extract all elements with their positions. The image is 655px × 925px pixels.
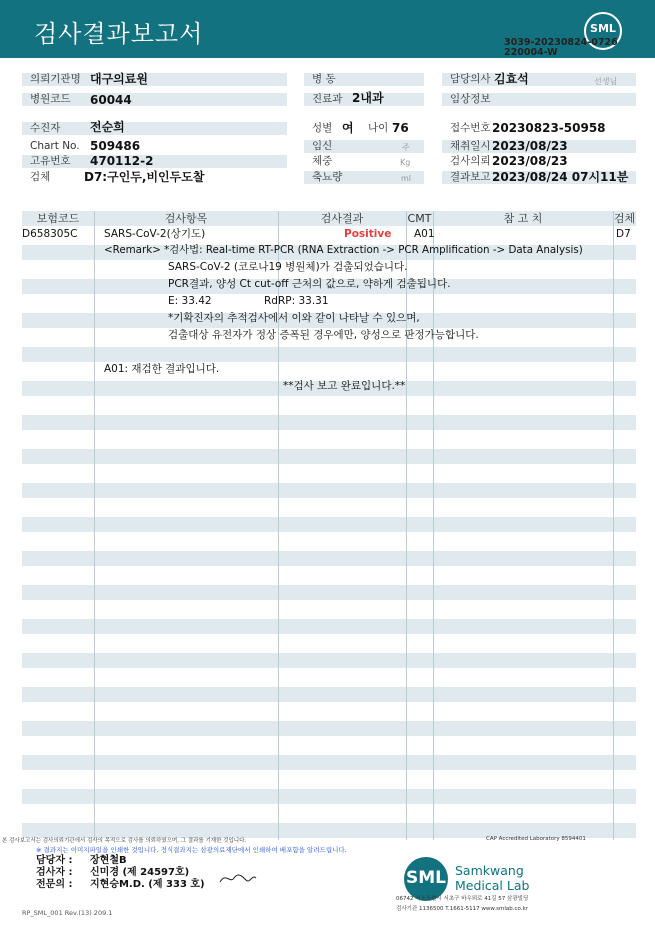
age-label: 나이 [368, 122, 389, 134]
remark-line: SARS-CoV-2 (코로나19 병원체)가 검출되었습니다. [168, 261, 408, 273]
collect-label: 채취일시 [442, 140, 636, 153]
receipt-value: 20230823-50958 [492, 121, 606, 135]
header-reference: 참 고 치 [503, 212, 543, 225]
table-stripe-row [22, 653, 636, 668]
row-cmt: A01 [414, 228, 435, 240]
header-test-item: 검사항목 [164, 212, 208, 225]
table-stripe-row [22, 517, 636, 532]
report-complete-note: **검사 보고 완료입니다.** [283, 380, 406, 392]
signature-icon [218, 870, 258, 886]
examinee-value: 전순희 [90, 120, 125, 134]
header-specimen: 검체 [613, 212, 636, 225]
report-number: 3039-20230824-0726 220004-W [504, 37, 618, 58]
report-title: 검사결과보고서 [34, 20, 204, 48]
header-cmt: CMT [407, 212, 432, 225]
specimen-value: D7:구인두,비인두도찰 [84, 170, 205, 184]
report-time-value: 2023/08/24 07시11분 [492, 170, 629, 184]
column-divider [94, 211, 95, 840]
remark-method: <Remark> *검사법: Real-time RT-PCR (RNA Extraction -> PCR Amplification -> Data Analysis) [104, 244, 583, 256]
urine-label: 축뇨량 [304, 171, 424, 184]
table-stripe-row [22, 619, 636, 634]
row-insurance-code: D658305C [22, 228, 78, 240]
request-value: 2023/08/23 [492, 154, 568, 168]
pregnancy-unit: 주 [402, 143, 410, 152]
weight-unit: Kg [400, 158, 411, 167]
row-result-positive: Positive [344, 228, 392, 240]
column-divider [433, 211, 434, 840]
sml-brand-logo-text: SML [406, 868, 446, 888]
table-stripe-row [22, 687, 636, 702]
column-divider [406, 211, 407, 840]
table-stripe-row [22, 755, 636, 770]
table-stripe-row [22, 347, 636, 362]
doctor-suffix: 선생님 [594, 77, 618, 86]
doctor-label: 담당의사 [442, 73, 636, 86]
specialist-value: 지현승M.D. (제 333 호) [90, 879, 205, 890]
urine-unit: ml [401, 174, 412, 183]
sex-value: 여 [342, 121, 354, 135]
org-value: 대구의료원 [90, 72, 148, 86]
table-stripe-row [22, 721, 636, 736]
table-stripe-row [22, 415, 636, 430]
id-value: 470112-2 [90, 154, 154, 168]
doctor-value: 김효석 [494, 72, 529, 86]
pregnancy-label: 임신 [304, 140, 424, 153]
id-label: 고유번호 [22, 155, 287, 168]
receipt-label: 접수번호 [450, 122, 491, 134]
lab-address: 06742 서울특별시 서초구 바우뫼로 41길 57 삼광빌딩 [396, 896, 529, 902]
approver-label: 담당자 : [36, 855, 73, 866]
org-label: 의뢰기관명 [22, 73, 287, 86]
remark-line: PCR결과, 양성 Ct cut-off 근처의 값으로, 약하게 검출됩니다. [168, 278, 451, 290]
weight-label: 체중 [312, 155, 333, 167]
footnote-image-notice: ※ 결과지는 이미지파일을 인쇄한 것입니다. 정식결과지는 삼광의료재단에서 인쇄하여 배포함을 알려드립니다. [36, 846, 347, 854]
header-test-result: 검사결과 [320, 212, 364, 225]
lab-contact: 검사기관 1136500 T.1661-5117 www.smlab.co.kr [396, 906, 529, 912]
chart-value: 509486 [90, 139, 141, 153]
sex-label: 성별 [312, 122, 333, 134]
chart-label: Chart No. [30, 140, 80, 152]
specimen-label: 검체 [30, 171, 51, 183]
table-stripe-row [22, 551, 636, 566]
remark-rdrp-value: RdRP: 33.31 [264, 295, 329, 307]
comment-a01: A01: 재검한 결과입니다. [104, 363, 220, 375]
report-time-label: 결과보고 [442, 171, 636, 184]
table-stripe-row [22, 483, 636, 498]
specialist-label: 전문의 : [36, 879, 73, 890]
dept-value: 2내과 [352, 91, 384, 105]
brand-name-line1: Samkwang [455, 863, 524, 878]
brand-name-line2: Medical Lab [455, 878, 530, 893]
hospital-code-value: 60044 [90, 93, 132, 107]
approver-value: 장현철B [90, 855, 127, 866]
table-stripe-row [22, 449, 636, 464]
clinical-label: 임상정보 [442, 93, 636, 106]
request-label: 검사의뢰 [450, 155, 491, 167]
remark-e-value: E: 33.42 [168, 295, 212, 307]
remark-line: 검출대상 유전자가 정상 증폭된 경우에만, 양성으로 판정가능합니다. [168, 329, 479, 341]
examinee-label: 수진자 [22, 122, 287, 135]
table-stripe-row [22, 789, 636, 804]
row-test-item: SARS-CoV-2(상기도) [104, 228, 206, 240]
footnote-cap: CAP Accredited Laboratory 8594401 [486, 836, 586, 842]
row-specimen: D7 [616, 228, 631, 240]
ward-label: 병 동 [304, 73, 424, 86]
column-divider [613, 211, 614, 840]
inspector-value: 신미경 (제 24597호) [90, 867, 190, 878]
header-insurance-code: 보험코드 [36, 212, 80, 225]
table-stripe-row [22, 585, 636, 600]
form-code: RP_SML_001 Rev.(13) 209.1 [22, 909, 113, 917]
remark-line: *기확진자의 추적검사에서 이와 같이 나타날 수 있으며, [168, 312, 420, 324]
sml-logo-text: SML [590, 22, 616, 35]
collect-value: 2023/08/23 [492, 139, 568, 153]
age-value: 76 [392, 121, 409, 135]
inspector-label: 검사자 : [36, 867, 73, 878]
hospital-code-label: 병원코드 [22, 93, 287, 106]
dept-label: 진료과 [304, 93, 424, 106]
footnote-disclaimer: 본 검사보고서는 검사의뢰기관에서 검사의 목적으로 검사를 의뢰하였으며, 그 결과를 기재한 것입니다. [2, 838, 247, 844]
